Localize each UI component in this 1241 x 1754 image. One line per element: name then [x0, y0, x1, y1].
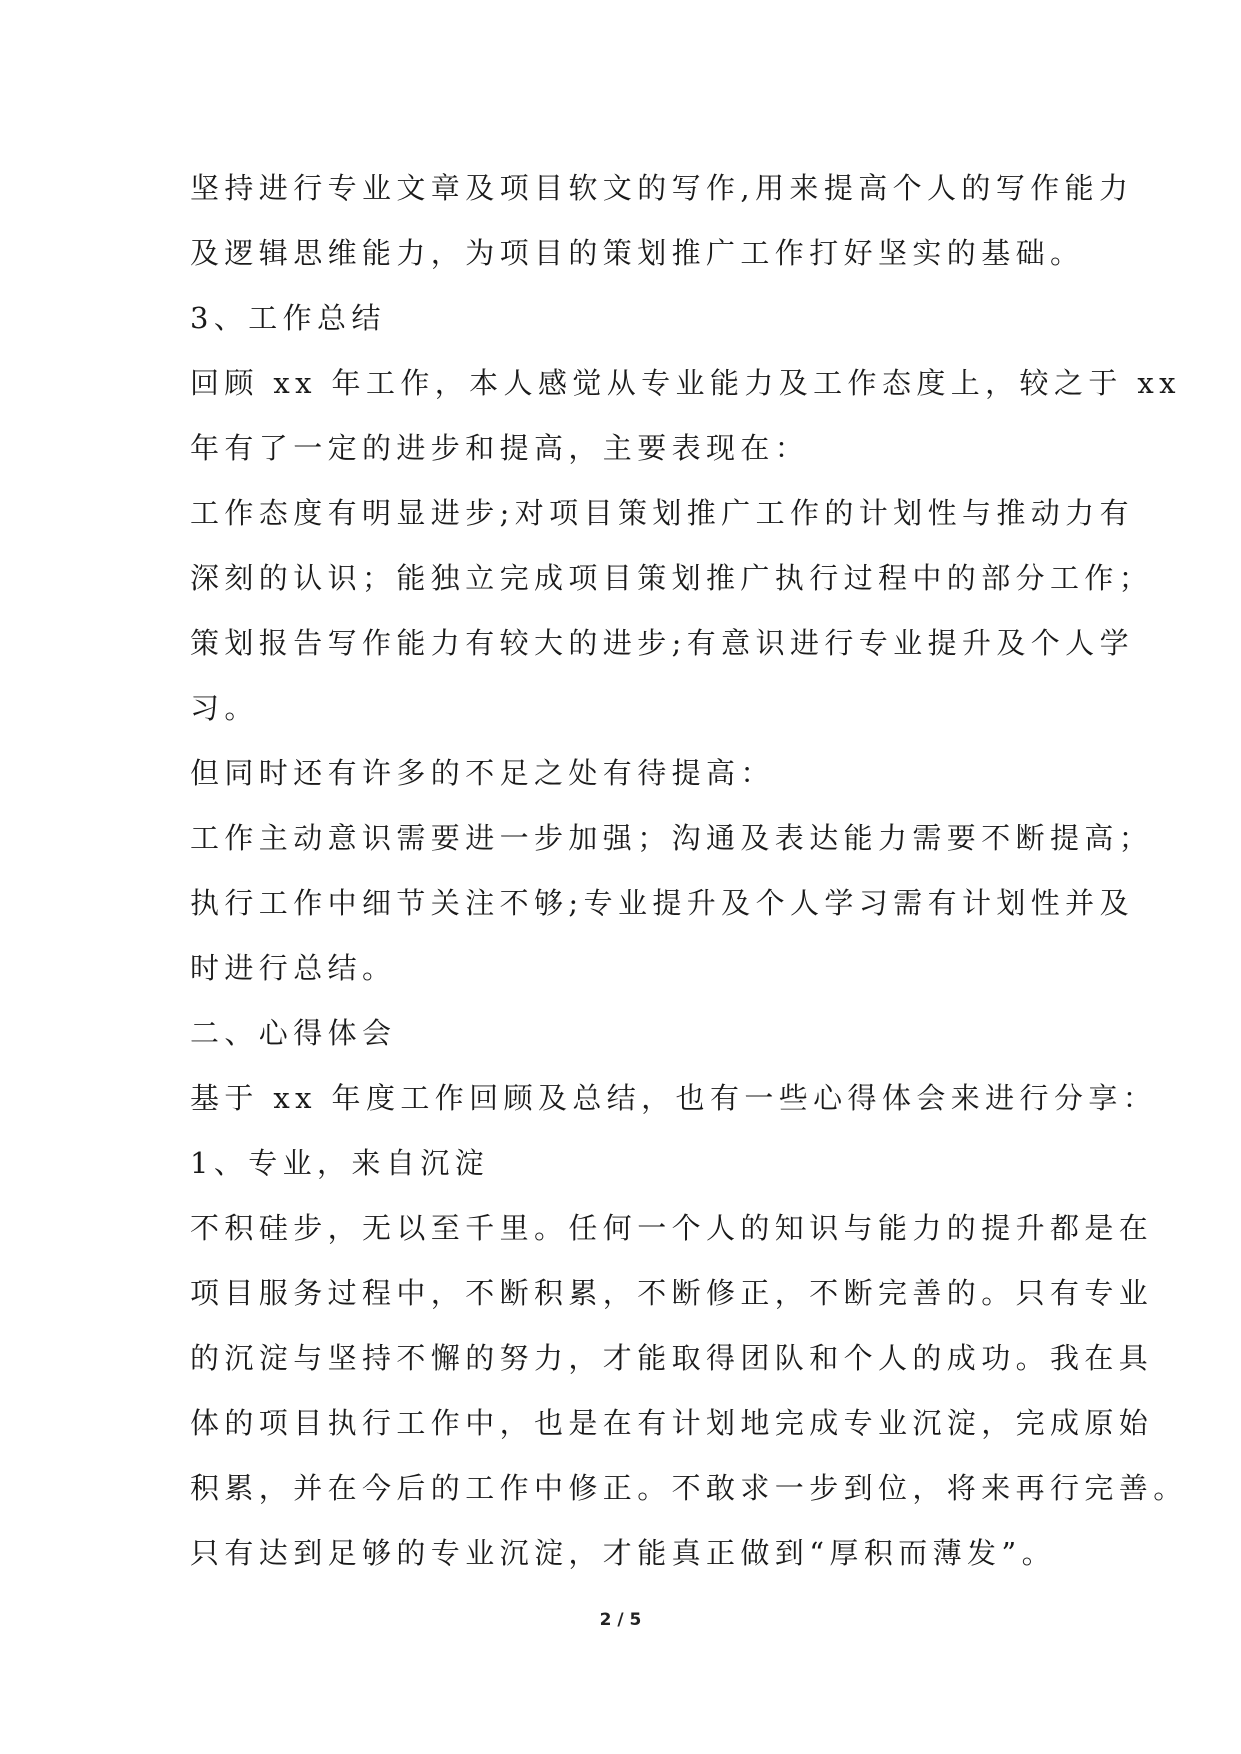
text-line: 体的项目执行工作中，也是在有计划地完成专业沉淀，完成原始: [190, 1406, 1154, 1440]
text-line: 工作主动意识需要进一步加强；沟通及表达能力需要不断提高；: [190, 821, 1154, 855]
text-line: 基于 xx 年度工作回顾及总结，也有一些心得体会来进行分享：: [190, 1081, 1158, 1115]
text-line: 的沉淀与坚持不懈的努力，才能取得团队和个人的成功。我在具: [190, 1341, 1154, 1375]
text-line: 回顾 xx 年工作，本人感觉从专业能力及工作态度上，较之于 xx: [190, 366, 1181, 400]
text-line: 不积硅步，无以至千里。任何一个人的知识与能力的提升都是在: [190, 1211, 1154, 1245]
section-heading: 1、专业，来自沉淀: [190, 1146, 490, 1180]
text-line: 项目服务过程中，不断积累，不断修正，不断完善的。只有专业: [190, 1276, 1154, 1310]
text-line: 年有了一定的进步和提高，主要表现在：: [190, 431, 810, 465]
text-line: 积累，并在今后的工作中修正。不敢求一步到位，将来再行完善。: [190, 1471, 1188, 1505]
text-line: 坚持进行专业文章及项目软文的写作,用来提高个人的写作能力: [190, 171, 1134, 205]
text-line: 时进行总结。: [190, 951, 397, 985]
section-heading: 3、工作总结: [190, 301, 386, 335]
text-line: 但同时还有许多的不足之处有待提高：: [190, 756, 775, 790]
text-line: 习。: [190, 691, 259, 725]
text-line: 工作态度有明显进步;对项目策划推广工作的计划性与推动力有: [190, 496, 1134, 530]
text-line: 只有达到足够的专业沉淀，才能真正做到“厚积而薄发”。: [190, 1536, 1057, 1570]
text-line: 深刻的认识；能独立完成项目策划推广执行过程中的部分工作；: [190, 561, 1154, 595]
text-line: 执行工作中细节关注不够;专业提升及个人学习需有计划性并及: [190, 886, 1134, 920]
section-heading: 二、心得体会: [190, 1016, 397, 1050]
document-body: [190, 156, 1188, 1586]
text-line: 及逻辑思维能力，为项目的策划推广工作打好坚实的基础。: [190, 236, 1085, 270]
page-number: 2 / 5: [599, 1610, 642, 1630]
text-line: 策划报告写作能力有较大的进步;有意识进行专业提升及个人学: [190, 626, 1134, 660]
